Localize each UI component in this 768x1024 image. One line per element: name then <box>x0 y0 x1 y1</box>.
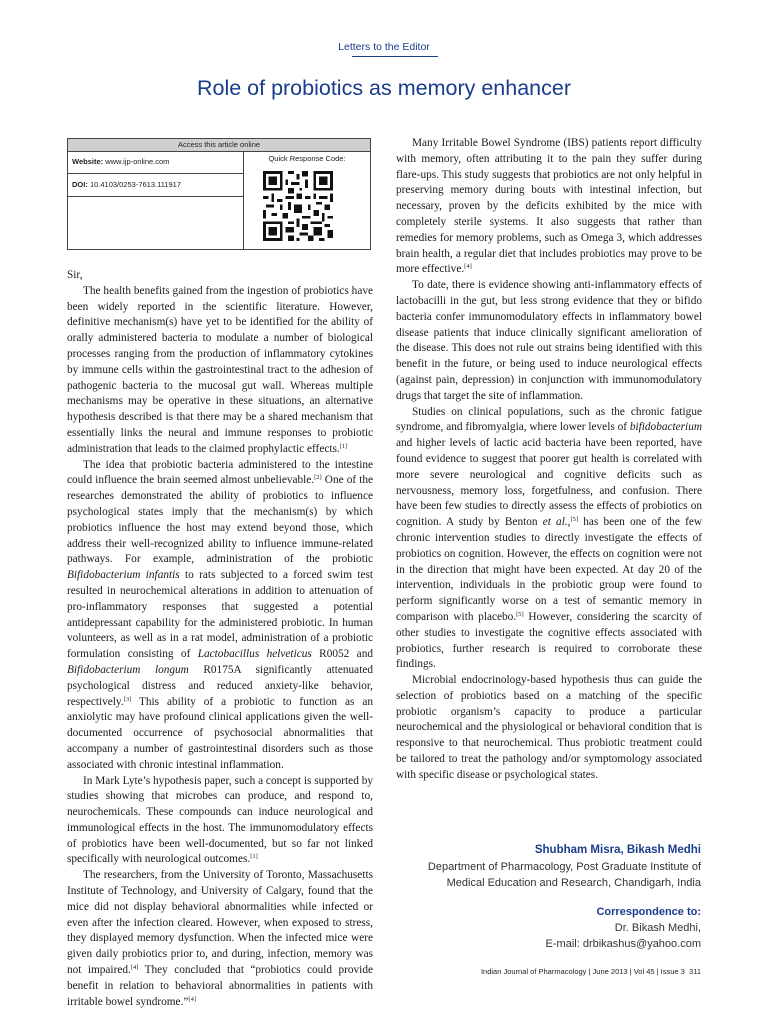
access-box-heading: Access this article online <box>68 139 370 152</box>
species-name: Bifidobacterium infantis <box>67 569 180 582</box>
text-column-left <box>67 268 373 1010</box>
qr-code-icon[interactable] <box>263 171 333 241</box>
paragraph: Studies on clinical populations, such as the chronic fatigue syndrome, and fibromyalgia, where lower levels of bifidobacterium and higher levels of lactic acid bacteria have been reported, have found evidence to suggest that poorer gut health is correlated with more severe neurological and cognitive deficits such as nervousness, memory loss, forgetfulness, and confusion. There have been few studies to directly assess the effects of probiotics on cognition. A study by Benton et al.,[5] has been one of the few chronic intervention studies to directly investigate the effects of probiotics on cognition. However, the effects on cognition were not in the direction that might have been expected. At day 20 of the intervention, individuals in the probiotic group were found to perform significantly worse on a test of semantic memory in comparison with placebo.[5] However, considering the scarcity of other studies to investigate the cognitive effects associated with probiotics, further research is required to corroborate these findings. <box>396 405 702 671</box>
species-name: Bifidobacterium longum <box>67 663 189 676</box>
citation-link[interactable]: [4] <box>130 964 139 972</box>
citation-link[interactable]: [5] <box>516 610 524 618</box>
paragraph: To date, there is evidence showing anti-inflammatory effects of lactobacilli in the gut, but less strong evidence that they or bifido bacteria confer immunomodulatory effects in inflammatory bowel disease patients that induce clinically significant amelioration of the disease. This does not rule out strains being identified with this benefit in the future, or being used to induce neurological effects (against pain, depression) in conjunction with immunomodulatory drugs that target the site of inflammation. <box>396 279 702 402</box>
access-article-box <box>67 138 371 250</box>
paragraph: Many Irritable Bowel Syndrome (IBS) patients report difficulty with memory, often attributing it to the pain they suffer during flare-ups. This study suggests that probiotics are not only helpful in preserving memory during bouts with intestinal infection, but necessary, proven by the deficits exhibited by the mice with completely sterile systems. It also suggests that rather than remedies for memory problems, such as Omega 3, which addresses brain health, a regular diet that includes probiotics may prove to be more effective.[4] <box>396 137 702 276</box>
citation-link[interactable]: [2] <box>314 474 322 482</box>
species-name: bifidobacterium <box>629 421 702 434</box>
page-footer <box>396 967 701 976</box>
citation-link[interactable]: [4] <box>464 263 472 271</box>
citation-link[interactable]: [5] <box>570 516 579 524</box>
citation-link[interactable]: [1] <box>339 442 348 450</box>
species-name: Lactobacillus helveticus <box>197 648 312 661</box>
journal-info: Indian Journal of Pharmacology | June 2013 | Vol 45 | Issue 3 <box>480 967 685 976</box>
paragraph: The researchers, from the University of Toronto, Massachusetts Institute of Technology, and University of Calgary, found that the mice did not display behavioral abnormalities while infected or even after the infection cleared. However, when exposed to stress, they displayed memory dysfunction. When the infected mice were given daily probiotics prior to, and during, infection, memory was not impaired.[4] They concluded that “probiotics could provide benefit in relation to behavioral abnormalities in patients with irritable bowel syndrome.”[4] <box>67 869 373 1008</box>
citation-link[interactable]: [4] <box>188 995 196 1003</box>
paragraph: The health benefits gained from the ingestion of probiotics have been widely reported in the scientific literature. However, definitive mechanism(s) have yet to be identified for the ability of orally administered bacteria to modulate a number of biological processes ranging from the production of inflammatory cytokines by immune cells within the gastrointestinal tract to the adhesion of pathogenic bacteria to the mucosal gut wall. Whereas multiple mechanisms may be operative in these situations, an alternative hypothesis described is that there may be a shared mechanism that essentially links the neural and immune responses to probiotic administration that leads to the claimed prophylactic effects.[1] <box>67 284 373 455</box>
qr-label: Quick Response Code: <box>268 154 346 163</box>
author-block <box>396 842 701 891</box>
correspondence-email[interactable]: E-mail: drbikashus@yahoo.com <box>545 938 701 950</box>
website-label: Website: <box>72 157 104 166</box>
et-al: et al. <box>542 516 568 529</box>
correspondence-block <box>396 904 701 952</box>
salutation: Sir, <box>67 269 83 281</box>
website-link[interactable]: www.ijp-online.com <box>105 157 170 166</box>
paragraph: Microbial endocrinology-based hypothesis thus can guide the selection of probiotics based on a matching of the specific probiotic organism’s capacity to produce a particular neurochemical and the physiological or behavioral condition that is responsive to that neurochemical. Thus probiotic treatment could be tailored to treat the pathology and/or symptomology associated with specific disease or psychological states. <box>396 674 702 781</box>
section-heading: Letters to the Editor <box>338 41 430 53</box>
citation-link[interactable]: [1] <box>250 853 258 861</box>
correspondence-label: Correspondence to: <box>596 906 701 918</box>
website-row <box>68 151 243 174</box>
citation-link[interactable]: [3] <box>123 695 132 703</box>
doi-row <box>68 174 243 197</box>
article-title: Role of probiotics as memory enhancer <box>196 76 572 100</box>
paragraph: In Mark Lyte’s hypothesis paper, such a concept is supported by studies showing that microbes can produce, and respond to, neurochemicals. These compounds can induce neurological and immunological effects in the host. The immunomodulatory effects of probiotics have been well-documented, but so far not linked specifically with neurological outcomes.[1] <box>67 774 373 866</box>
affiliation: Department of Pharmacology, Post Graduate Institute of <box>427 861 701 873</box>
doi-link[interactable]: 10.4103/0253-7613.111917 <box>89 180 181 189</box>
access-box-details <box>68 151 244 249</box>
page-number: 311 <box>689 967 701 976</box>
qr-section <box>244 151 370 249</box>
doi-label: DOI: <box>72 180 88 189</box>
author-names: Shubham Misra, Bikash Medhi <box>534 844 701 856</box>
affiliation: Medical Education and Research, Chandigarh, India <box>446 877 701 889</box>
paragraph: The idea that probiotic bacteria administered to the intestine could influence the brain seemed almost unbelievable.[2] One of the researches demonstrated the ability of probiotics to influence psychological states imply that the mechanism(s) by which probiotics influence the host may extend beyond those, which address their well-recognized ability to influence immune-related pathways. For example, administration of the probiotic Bifidobacterium infantis to rats subjected to a forced swim test resulted in neurochemical alterations in addition to attenuation of pro-inflammatory responses that suggested a potential antidepressant capability for the administered probiotic. In human volunteers, as well as in a rat model, administration of a probiotic formulation consisting of Lactobacillus helveticus R0052 and Bifidobacterium longum R0175A significantly attenuated psychological distress and reduced anxiety-like behavior, respectively.[3] This ability of a probiotic to function as an anxiolytic may have profound clinical applications given the well-documented occurrence of psychosocial abnormalities that accompany a number of gastrointestinal disorders such as those associated with chronic intestinal inflammation. <box>67 458 374 771</box>
correspondence-name: Dr. Bikash Medhi, <box>614 922 701 934</box>
section-underline <box>352 56 438 57</box>
text-column-right <box>396 136 702 784</box>
